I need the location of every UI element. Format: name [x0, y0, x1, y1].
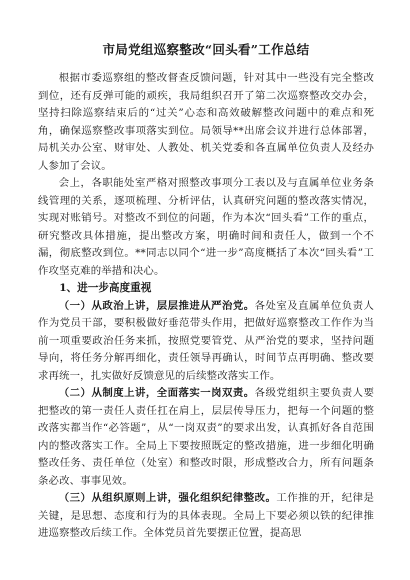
document-title: 市局党组巡察整改“回头看”工作总结 — [102, 42, 310, 57]
subsection-body-3: 工作推的开，纪律是关键，是思想、态度和行为的具体表现。全局上下要必须以铁的纪律推进巡察整改后续工作。全体党员首先要摆正位置，提高思 — [38, 492, 374, 539]
subsection-body-1: 各处室及直属单位负责人作为党员干部，要积极做好垂范带头作用，把做好巡察整改工作作为当前一项重要政治任务来抓，按照党要管党、从严治党的要求，坚持问题导向，将任务分解再细化，责任领导再确认，时间节点再明确、整改要求再统一，扎实做好反馈意见的后续整改落实工作。 — [38, 299, 375, 382]
subsection-heading-1: （一）从政治上讲，层层推进从严治党。 — [58, 299, 255, 312]
section-heading-1: 1、进一步高度重视 — [59, 282, 152, 294]
intro-paragraph-1: 根据市委巡察组的整改督查反馈问题，针对其中一些没有完全整改到位，还有反弹可能的顽疾，我局组织召开了第二次巡察整改交办会，坚持扫除巡察结束后的“过关”心态和高效破解整改问题中的难点和死角，确保巡察整改事项落实到位。局领导**出席会议并进行总体部署，局机关办公室、财审处、人教处、机关党委和各直属单位负责人及经办人参加了会议。 — [38, 72, 374, 172]
subsection-paragraph-2 — [38, 385, 374, 490]
subsection-heading-2: （二）从制度上讲，全面落实一岗双责。 — [58, 387, 255, 399]
subsection-paragraph-3 — [38, 490, 374, 543]
intro-paragraph-2: 会上，各职能处室严格对照整改事项分工表以及与直属单位业务条线管理的关系，逐项梳理、分析评估，认真研究问题的整改落实情况，实现对账销号。对整改不到位的问题，作为本次“回头看”工作的重点，研究整改具体措施，提出整改方案，明确时间和责任人，做到一个不漏，彻底整改到位。**同志以同个“进一步”高度概括了本次“回头看”工作攻坚克难的举措和决心。 — [38, 177, 374, 277]
subsection-body-2: 各级党组织主要负责人要把整改的第一责任人责任扛在肩上，层层传导压力，把每一个问题的整改落实都当作“必答题”，从“一岗双责”的要求出发，认真抓好各自范围内的整改落实工作。全局上下要按照既定的整改措施，进一步细化明确整改任务、责任单位（处室）和整改时限，形成整改合力，所有问题条条必改、事事见效。 — [38, 387, 375, 487]
subsection-heading-3: （三）从组织原则上讲，强化组织纪律整改。 — [58, 492, 277, 504]
subsection-paragraph-1 — [38, 298, 374, 386]
